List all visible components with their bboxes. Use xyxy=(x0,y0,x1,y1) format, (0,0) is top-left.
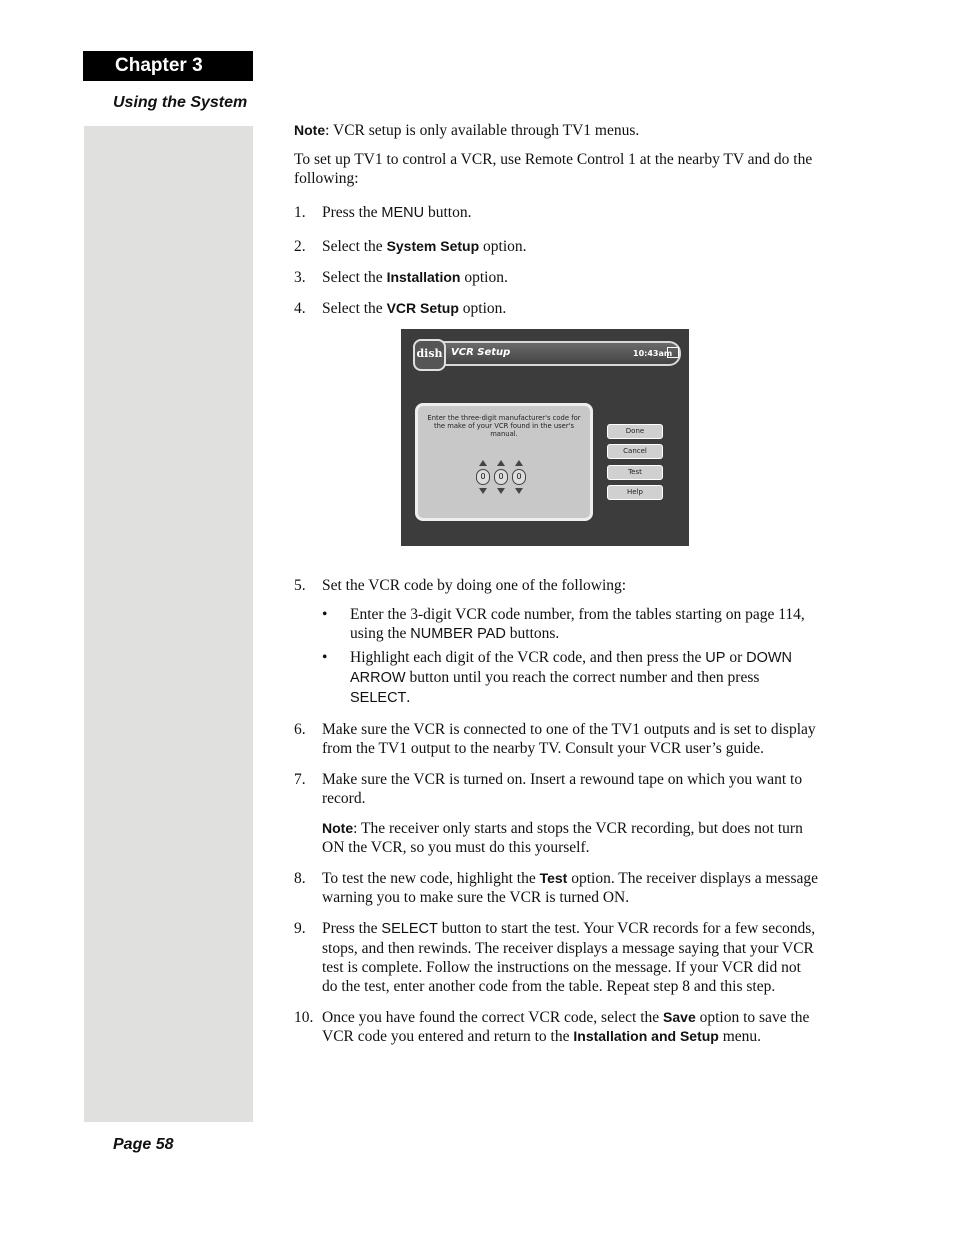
note-vcr-tv1: Note: VCR setup is only available through TV1 menus. xyxy=(294,122,640,139)
tv-icon xyxy=(667,347,679,358)
bullet-arrow-keys: • Highlight each digit of the VCR code, and then press the UP or DOWN ARROW button until you reach the correct number and then press SELECT. xyxy=(322,649,793,706)
note-receiver: Note: The receiver only starts and stops the VCR recording, but does not turn ON the VCR, so you must do this yourself. xyxy=(322,820,803,856)
section-title: Using the System xyxy=(113,94,248,111)
step-8: 8. To test the new code, highlight the Test option. The receiver displays a message warning you to make sure the VCR is turned ON. xyxy=(294,870,818,906)
done-button[interactable]: Done xyxy=(607,424,663,439)
arrow-up-icon[interactable] xyxy=(515,460,523,466)
digit-value: 0 xyxy=(512,469,526,485)
chapter-label: Chapter 3 xyxy=(83,51,253,81)
digit-spinner[interactable] xyxy=(476,460,490,494)
bullet-number-pad: • Enter the 3-digit VCR code number, from the tables starting on page 114, using the NUMBER PAD buttons. xyxy=(322,606,805,642)
step-10: 10. Once you have found the correct VCR code, select the Save option to save the VCR code you entered and return to the Installation and Setup menu. xyxy=(294,1009,810,1045)
step-9: 9. Press the SELECT button to start the test. Your VCR records for a few seconds, stops, and then rewinds. The receiver displays a message saying that your VCR test is complete. Follow the instructions on the message. If your VCR did not do the test, enter another code from the table. Repeat step 8 and this step. xyxy=(294,920,816,995)
arrow-up-icon[interactable] xyxy=(479,460,487,466)
step-7: 7. Make sure the VCR is turned on. Insert a rewound tape on which you want to record. xyxy=(294,771,803,807)
step-1: 1. Press the MENU button. xyxy=(294,204,472,221)
digit-spinner[interactable] xyxy=(512,460,526,494)
arrow-down-icon[interactable] xyxy=(497,488,505,494)
digit-value: 0 xyxy=(494,469,508,485)
code-entry-message: Enter the three-digit manufacturer's code for the make of your VCR found in the user's manual. xyxy=(427,414,581,438)
cancel-button[interactable]: Cancel xyxy=(607,444,663,459)
step-3: 3. Select the Installation option. xyxy=(294,269,508,286)
vcr-setup-screenshot xyxy=(401,329,689,546)
arrow-up-icon[interactable] xyxy=(497,460,505,466)
dish-logo: dish xyxy=(413,339,446,371)
body-text xyxy=(294,121,819,1046)
side-bar xyxy=(84,126,253,1122)
step-5: 5. Set the VCR code by doing one of the following: xyxy=(294,577,627,594)
arrow-down-icon[interactable] xyxy=(479,488,487,494)
step-2: 2. Select the System Setup option. xyxy=(294,238,527,255)
step-6: 6. Make sure the VCR is connected to one of the TV1 outputs and is set to display from the TV1 output to the nearby TV. Consult your VCR user’s guide. xyxy=(294,721,816,757)
intro-paragraph: To set up TV1 to control a VCR, use Remote Control 1 at the nearby TV and do the following: xyxy=(294,151,813,187)
screen-title: VCR Setup xyxy=(451,347,511,358)
digit-spinner[interactable] xyxy=(494,460,508,494)
help-button[interactable]: Help xyxy=(607,485,663,500)
code-entry-dialog xyxy=(415,403,593,521)
code-digits xyxy=(476,460,536,494)
screen-time: 10:43am xyxy=(633,349,673,358)
arrow-down-icon[interactable] xyxy=(515,488,523,494)
digit-value: 0 xyxy=(476,469,490,485)
page-number: Page 58 xyxy=(113,1136,174,1153)
test-button[interactable]: Test xyxy=(607,465,663,480)
step-4: 4. Select the VCR Setup option. xyxy=(294,300,507,317)
